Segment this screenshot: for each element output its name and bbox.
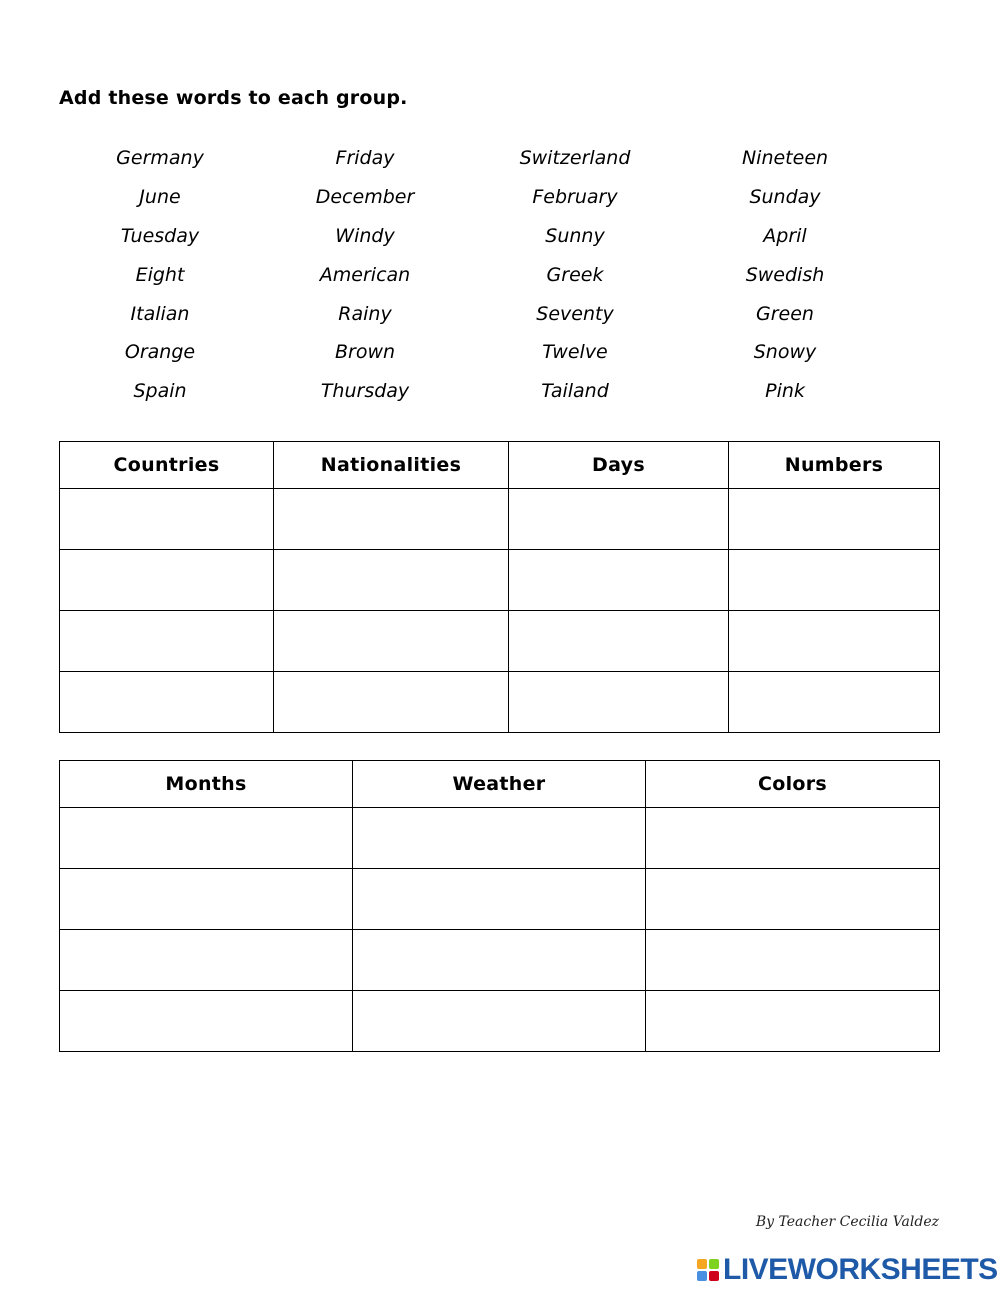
answer-cell[interactable] [353, 869, 646, 930]
word-bank-item: Tailand [541, 380, 609, 403]
answer-cell[interactable] [729, 611, 940, 672]
instruction-heading: Add these words to each group. [59, 87, 408, 109]
word-bank-item: Swedish [745, 263, 825, 286]
answer-cell[interactable] [729, 550, 940, 611]
answer-cell[interactable] [729, 672, 940, 733]
word-bank-item: Rainy [338, 302, 392, 325]
word-bank-item: Friday [335, 147, 395, 169]
answer-cell[interactable] [274, 611, 509, 672]
word-bank-item: Eight [135, 263, 185, 286]
liveworksheets-logo-icon [697, 1259, 719, 1281]
word-bank-item: Switzerland [519, 147, 631, 169]
answer-cell[interactable] [274, 672, 509, 733]
logo-square [697, 1271, 707, 1281]
brand-watermark [697, 1255, 998, 1285]
answer-cell[interactable] [60, 991, 353, 1052]
table-row [60, 930, 940, 991]
word-bank-item: Windy [335, 224, 395, 247]
word-bank-item: American [319, 263, 411, 286]
word-bank-item: June [139, 185, 181, 208]
table-row [60, 489, 940, 550]
word-bank-item: Pink [765, 380, 805, 403]
table-row [60, 808, 940, 869]
column-header-colors: Colors [646, 761, 940, 808]
answer-cell[interactable] [353, 991, 646, 1052]
answer-cell[interactable] [646, 808, 940, 869]
answer-cell[interactable] [274, 489, 509, 550]
word-bank-item: Twelve [542, 341, 608, 364]
answer-cell[interactable] [646, 991, 940, 1052]
word-bank-item: Seventy [536, 302, 614, 325]
answer-cell[interactable] [509, 550, 729, 611]
answer-cell[interactable] [60, 611, 274, 672]
table-row [60, 611, 940, 672]
word-bank-item: Brown [334, 341, 396, 364]
answer-cell[interactable] [646, 930, 940, 991]
answer-cell[interactable] [353, 808, 646, 869]
column-header-days: Days [509, 442, 729, 489]
answer-cell[interactable] [509, 672, 729, 733]
word-bank-item: Nineteen [741, 147, 829, 169]
column-header-weather: Weather [353, 761, 646, 808]
word-bank-item: Tuesday [120, 224, 200, 247]
column-header-numbers: Numbers [729, 442, 940, 489]
logo-square [697, 1259, 707, 1269]
word-bank-item: Sunday [749, 185, 821, 208]
brand-name: LIVEWORKSHEETS [723, 1253, 998, 1286]
word-bank-item: Italian [130, 302, 190, 325]
word-bank-item: Greek [546, 263, 604, 286]
answer-cell[interactable] [274, 550, 509, 611]
logo-square [709, 1259, 719, 1269]
logo-square [709, 1271, 719, 1281]
table-row [60, 869, 940, 930]
groups-table-top [59, 441, 940, 733]
column-header-nationalities: Nationalities [274, 442, 509, 489]
word-bank-item: Germany [116, 147, 204, 169]
word-bank-item: Sunny [545, 224, 605, 247]
answer-cell[interactable] [509, 611, 729, 672]
column-header-months: Months [60, 761, 353, 808]
word-bank-item: Spain [133, 380, 187, 403]
table-row [60, 550, 940, 611]
author-credit: By Teacher Cecilia Valdez [755, 1214, 939, 1230]
answer-cell[interactable] [60, 869, 353, 930]
answer-cell[interactable] [729, 489, 940, 550]
answer-cell[interactable] [60, 808, 353, 869]
answer-cell[interactable] [60, 550, 274, 611]
word-bank-item: Thursday [320, 380, 410, 403]
answer-cell[interactable] [60, 672, 274, 733]
answer-cell[interactable] [60, 930, 353, 991]
word-bank-item: Snowy [753, 341, 817, 364]
answer-cell[interactable] [353, 930, 646, 991]
column-header-countries: Countries [60, 442, 274, 489]
table-row [60, 991, 940, 1052]
word-bank-item: April [763, 224, 807, 247]
word-bank-item: Green [756, 302, 814, 325]
word-bank [55, 139, 895, 411]
answer-cell[interactable] [509, 489, 729, 550]
word-bank-item: Orange [124, 341, 196, 364]
answer-cell[interactable] [646, 869, 940, 930]
answer-cell[interactable] [60, 489, 274, 550]
groups-table-bottom [59, 760, 940, 1052]
table-row [60, 672, 940, 733]
word-bank-item: February [532, 185, 618, 208]
word-bank-item: December [315, 185, 415, 208]
